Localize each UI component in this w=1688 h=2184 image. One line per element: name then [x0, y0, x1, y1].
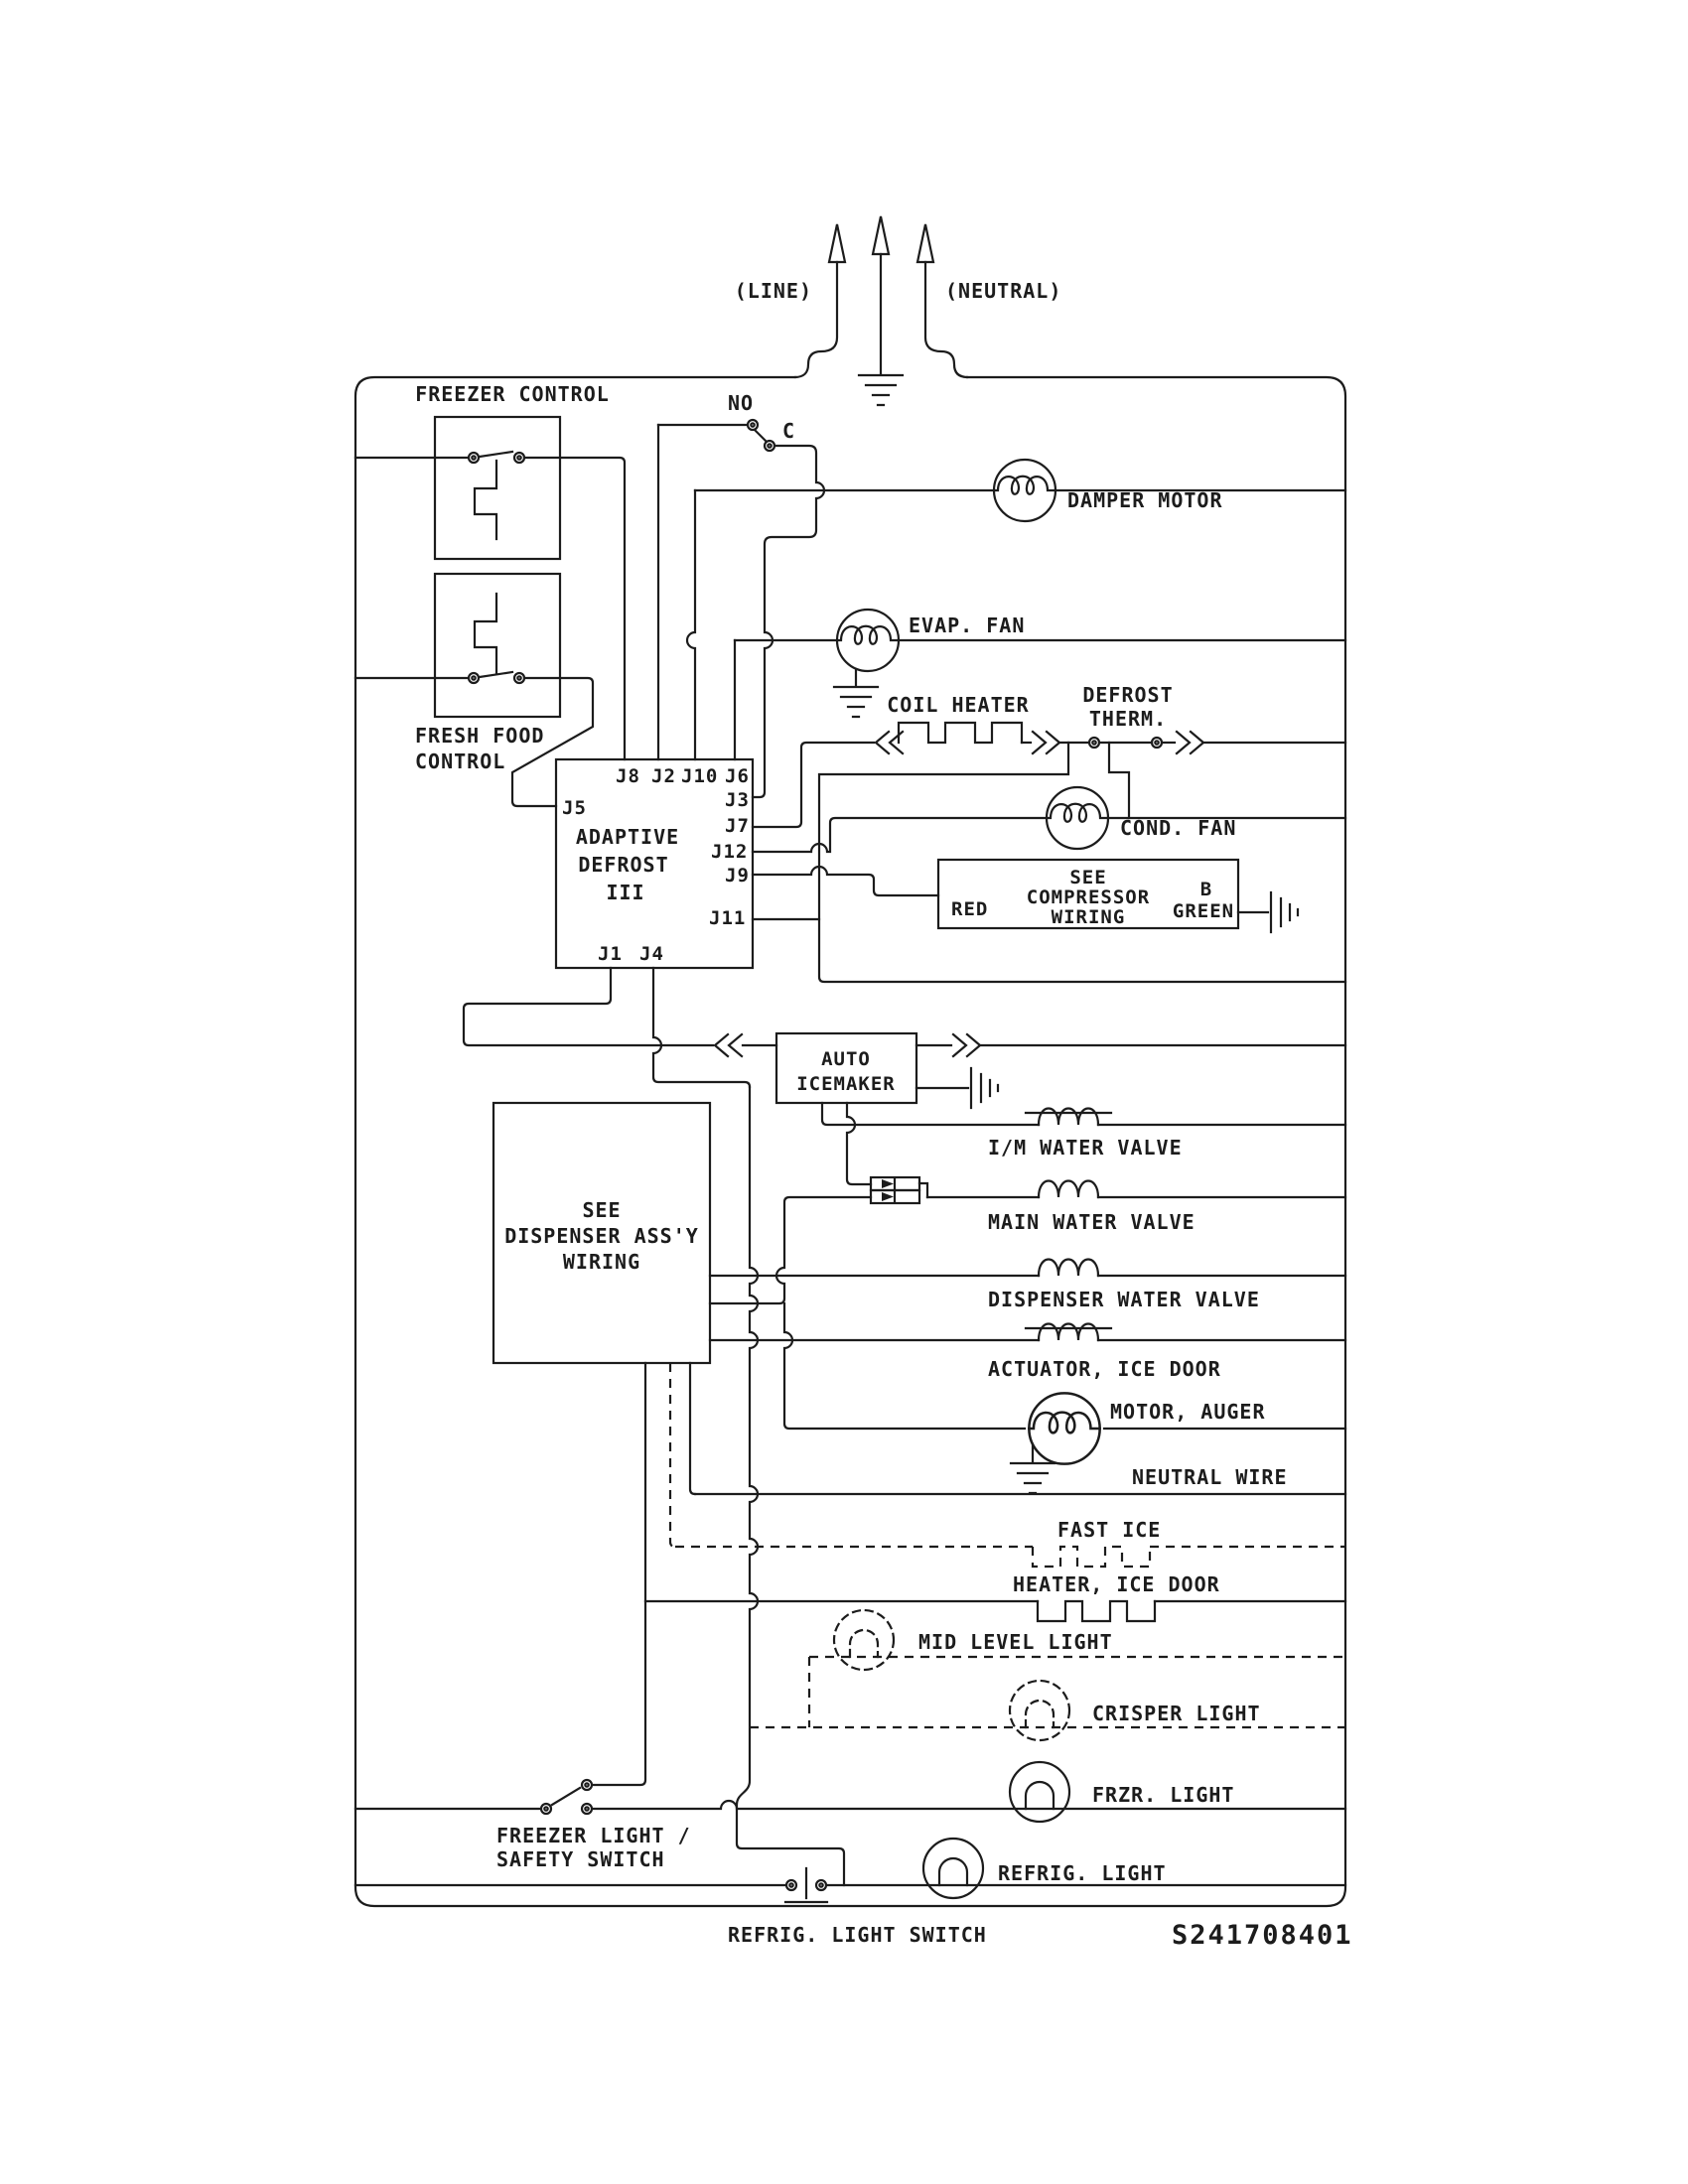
- diode-output-bracket: [919, 1183, 927, 1197]
- terminal-icon: [469, 673, 479, 683]
- auger-motor-circuit: [710, 1197, 1345, 1493]
- cond-fan-label: COND. FAN: [1120, 816, 1237, 840]
- terminal-icon: [748, 420, 758, 430]
- freezer-control-wire-j8: [526, 458, 625, 759]
- heater-ice-door-label: HEATER, ICE DOOR: [1013, 1572, 1220, 1596]
- compressor-b-label: B: [1199, 879, 1213, 900]
- main-water-valve-label: MAIN WATER VALVE: [988, 1210, 1196, 1234]
- compressor-label-3: WIRING: [1051, 906, 1126, 928]
- no-label: NO: [727, 391, 755, 415]
- push-switch-plunger: [785, 1868, 827, 1902]
- freezer-control: [355, 382, 625, 759]
- auto-icemaker-section: [464, 968, 1345, 1108]
- frzr-light-label: FRZR. LIGHT: [1092, 1783, 1235, 1807]
- crisper-light-circuit: [750, 1681, 1345, 1740]
- mid-level-light-label: MID LEVEL LIGHT: [918, 1630, 1113, 1654]
- line-label: (LINE): [734, 279, 812, 303]
- fresh-food-label-2: CONTROL: [415, 750, 506, 773]
- freezer-safety-label-1: FREEZER LIGHT /: [496, 1824, 691, 1847]
- ice-door-heater-icon: [1038, 1601, 1155, 1621]
- crisper-light-label: CRISPER LIGHT: [1092, 1702, 1261, 1725]
- refrig-light-switch-label: REFRIG. LIGHT SWITCH: [728, 1923, 987, 1947]
- pin-j6: J6: [725, 765, 750, 787]
- defrost-no-c-switch: [658, 391, 824, 797]
- dispenser-label-2: DISPENSER ASS'Y: [504, 1224, 699, 1248]
- auger-diode-branch: [710, 1197, 871, 1303]
- dispenser-label-3: WIRING: [562, 1250, 641, 1274]
- im-water-valve-label: I/M WATER VALVE: [988, 1136, 1183, 1160]
- thermostat-contact: [480, 452, 512, 457]
- connector-left-icon: [715, 1034, 742, 1056]
- neutral-prong-icon: [917, 224, 933, 262]
- solenoid-coil-icon: [1039, 1181, 1098, 1198]
- solenoid-coil-icon: [1039, 1109, 1098, 1126]
- dispenser-water-valve-label: DISPENSER WATER VALVE: [988, 1288, 1260, 1311]
- freezer-light-circuit: [355, 1762, 1345, 1871]
- board-name-1: ADAPTIVE: [575, 825, 680, 849]
- mid-level-lamp-icon: [834, 1610, 894, 1670]
- ground-icon: [1011, 1463, 1055, 1493]
- diode-icon: [882, 1192, 894, 1201]
- connector-right-icon: [1033, 732, 1059, 753]
- connector-right-icon: [953, 1034, 980, 1056]
- icemaker-label-2: ICEMAKER: [796, 1073, 896, 1095]
- compressor-label-1: SEE: [1069, 867, 1107, 888]
- terminal-icon: [1089, 738, 1099, 748]
- ground-icon: [834, 687, 878, 717]
- neutral-stub: [690, 1363, 695, 1494]
- pin-j3: J3: [725, 789, 750, 811]
- coil-heater-icon: [899, 723, 1022, 743]
- earth-ground-icon: [859, 375, 903, 405]
- fast-ice-label: FAST ICE: [1057, 1518, 1162, 1542]
- therm-drop-left-bus: [819, 743, 1345, 982]
- j10-riser: [687, 490, 695, 759]
- dispenser-section: [493, 1087, 844, 1885]
- fresh-food-control: [355, 574, 593, 806]
- board-name-3: III: [606, 881, 645, 904]
- terminal-icon: [786, 1880, 796, 1890]
- j1-icemaker-feed: [464, 968, 713, 1045]
- freezer-safety-label-2: SAFETY SWITCH: [496, 1847, 665, 1871]
- terminal-icon: [765, 441, 774, 451]
- pin-j12: J12: [711, 841, 749, 863]
- dispenser-safety-wire: [594, 1363, 645, 1785]
- pin-j10: J10: [681, 765, 719, 787]
- solenoid-coil-icon: [1039, 1260, 1098, 1277]
- neutral-label: (NEUTRAL): [945, 279, 1062, 303]
- damper-motor-label: DAMPER MOTOR: [1067, 488, 1223, 512]
- j4-wire: [653, 968, 750, 1087]
- thermostat-sensor: [475, 461, 496, 539]
- cond-fan-circuit: [753, 787, 1345, 852]
- terminal-icon: [1152, 738, 1162, 748]
- main-water-valve-circuit: [847, 1103, 1345, 1234]
- j9-red-wire: [753, 867, 938, 895]
- c-label: C: [782, 419, 796, 443]
- terminal-icon: [816, 1880, 826, 1890]
- pin-j7: J7: [725, 815, 750, 837]
- dispenser-water-valve-circuit: [710, 1260, 1345, 1312]
- chassis-ground-icon: [971, 1068, 998, 1108]
- ground-prong-icon: [873, 216, 889, 254]
- motor-auger-label: MOTOR, AUGER: [1110, 1400, 1266, 1424]
- switch-arm: [755, 430, 766, 441]
- terminal-icon: [469, 453, 479, 463]
- diode-feed-upper: [847, 1103, 871, 1184]
- neutral-wire-circuit: [695, 1465, 1345, 1494]
- damper-motor-icon: [994, 460, 1055, 521]
- switch-arm: [552, 1788, 580, 1805]
- cabinet-border: [355, 377, 1345, 1906]
- neutral-wire-label: NEUTRAL WIRE: [1132, 1465, 1288, 1489]
- defrost-therm-label-1: DEFROST: [1082, 683, 1174, 707]
- coil-heater-label: COIL HEATER: [887, 693, 1030, 717]
- cond-fan-icon: [1047, 787, 1108, 849]
- frzr-lamp-icon: [1010, 1762, 1069, 1822]
- c-wire-to-j3: [753, 446, 824, 797]
- evap-fan-circuit: [735, 610, 1345, 717]
- pin-j4: J4: [639, 943, 664, 965]
- compressor-red-label: RED: [951, 898, 989, 920]
- cond-fan-wire: [753, 818, 1345, 852]
- icemaker-label-1: AUTO: [821, 1048, 871, 1070]
- connector-right-icon: [1177, 732, 1203, 753]
- fresh-food-label-1: FRESH FOOD: [415, 724, 545, 748]
- pin-j2: J2: [651, 765, 676, 787]
- compressor-label-2: COMPRESSOR: [1026, 887, 1151, 908]
- terminal-icon: [582, 1804, 592, 1814]
- diode-icon: [882, 1179, 894, 1188]
- terminal-icon: [582, 1780, 592, 1790]
- damper-motor-circuit: [695, 460, 1345, 521]
- line-prong-icon: [829, 224, 845, 262]
- j7-heater-feed: [753, 743, 874, 827]
- im-water-valve-circuit: [822, 1103, 1345, 1160]
- compressor-green-label: GREEN: [1172, 900, 1235, 922]
- evap-fan-icon: [837, 610, 899, 671]
- terminal-icon: [514, 673, 524, 683]
- chassis-ground-icon: [1271, 892, 1298, 932]
- fast-ice-circuit: [675, 1518, 1345, 1567]
- therm-drop-right: [1109, 743, 1129, 818]
- freezer-control-label: FREEZER CONTROL: [415, 382, 610, 406]
- board-name-2: DEFROST: [578, 853, 669, 877]
- defrost-therm-label-2: THERM.: [1088, 707, 1168, 731]
- pin-j5: J5: [562, 797, 587, 819]
- dispenser-right-bus: [737, 1087, 844, 1885]
- mid-level-light-circuit: [809, 1610, 1345, 1727]
- fast-ice-stub: [670, 1363, 675, 1547]
- pin-j1: J1: [598, 943, 623, 965]
- solenoid-coil-icon: [1039, 1324, 1098, 1341]
- crisper-lamp-icon: [1010, 1681, 1069, 1740]
- pin-j8: J8: [616, 765, 640, 787]
- terminal-icon: [541, 1804, 551, 1814]
- evap-fan-label: EVAP. FAN: [909, 614, 1026, 637]
- actuator-ice-door-circuit: [710, 1324, 1345, 1382]
- dispenser-label-1: SEE: [582, 1198, 622, 1222]
- terminal-icon: [514, 453, 524, 463]
- thermostat-sensor: [475, 594, 496, 673]
- auger-motor-icon: [1029, 1393, 1099, 1463]
- pin-j11: J11: [709, 907, 747, 929]
- fast-ice-heater-icon: [1033, 1547, 1150, 1567]
- refrig-lamp-icon: [923, 1839, 983, 1898]
- adaptive-defrost-board: [556, 425, 753, 968]
- actuator-ice-door-label: ACTUATOR, ICE DOOR: [988, 1357, 1221, 1381]
- compressor-section: [753, 860, 1298, 932]
- part-number: S241708401: [1172, 1920, 1353, 1951]
- refrig-light-label: REFRIG. LIGHT: [998, 1861, 1167, 1885]
- pin-j9: J9: [725, 865, 750, 887]
